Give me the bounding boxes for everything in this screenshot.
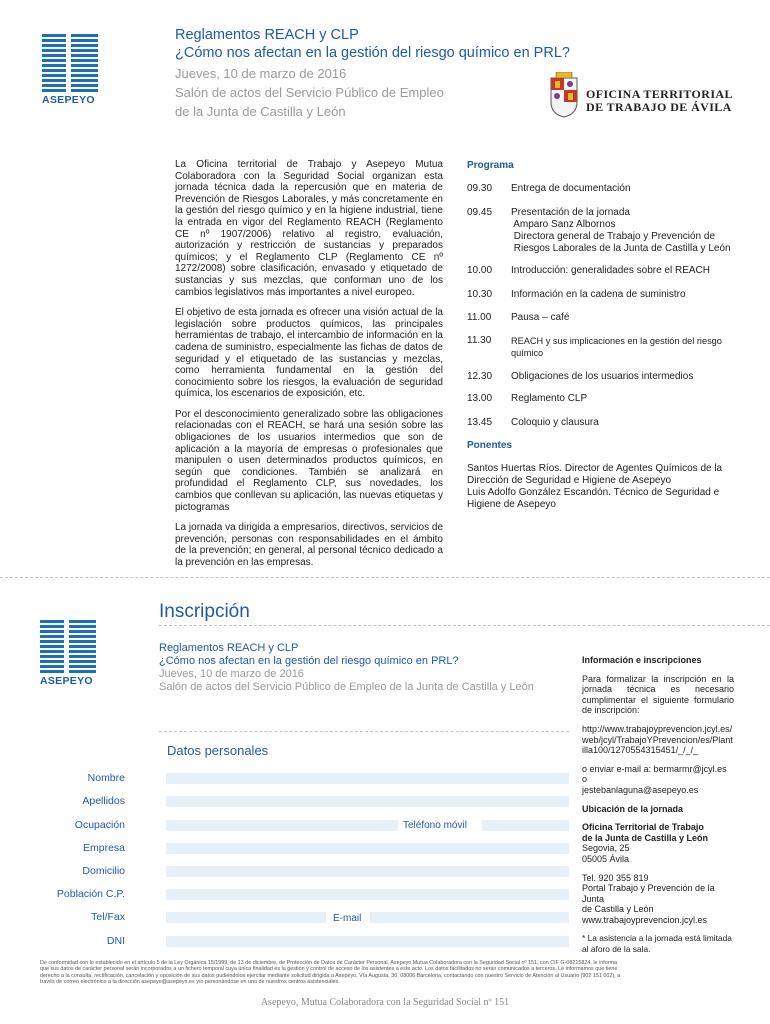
inscripcion-date: Jueves, 10 de marzo de 2016 — [159, 668, 304, 680]
programa-description — [511, 207, 767, 255]
intro-paragraph-2: El objetivo de esta jornada es ofrecer una visión actual de la legislación sobre productos químicos, las principales herramientas de trabajo, el intercambio de información en la cadena de suministro, especialmente las fichas de datos de seguridad y el etiquetado de las sustancias y mezclas, como herramienta fundamental en la gestión del conocimiento sobre los riesgos, la evaluación de seguridad química, los escenarios de exposición, etc. — [175, 307, 443, 400]
info-url[interactable] — [582, 724, 734, 756]
inscripcion-heading: Inscripción — [159, 601, 250, 622]
empresa-label: Empresa — [82, 842, 125, 854]
info-url-line2: web/jcyl/TrabajoYPrevencion/es/Plant — [582, 734, 733, 745]
aforo-note: * La asistencia a la jornada está limitada al aforo de la sala. — [582, 933, 732, 955]
ubicacion-line2: de la Junta de Castilla y León — [582, 832, 709, 843]
intro-text — [175, 159, 443, 578]
event-details — [175, 64, 495, 121]
asepeyo-logo-mark — [40, 620, 96, 673]
ponentes-text — [467, 463, 767, 511]
legal-line: que sus datos de carácter personal serán incorporados a un fichero temporal cuya única finalidad es la gestión y control de acceso de los asistentes a este acto. Los datos facilitados no serán comunicados a terceros. Le informamos que tiene — [40, 966, 618, 973]
event-title-line1: Reglamentos REACH y CLP — [175, 27, 359, 43]
programa-description — [511, 335, 767, 359]
ubicacion-line3: Segovia, 25 — [582, 843, 630, 854]
programa-description-line: Obligaciones de los usuarios intermedios — [511, 371, 694, 382]
programa-description — [511, 312, 767, 324]
info-heading: Información e inscripciones — [582, 655, 702, 665]
ubicacion-heading: Ubicación de la jornada — [582, 803, 684, 814]
datos-personales-heading: Datos personales — [167, 743, 269, 758]
programa-heading: Programa — [467, 160, 514, 171]
ocupacion-field[interactable] — [166, 820, 398, 831]
programa-time: 09.45 — [467, 207, 493, 218]
inscripcion-venue: Salón de actos del Servicio Público de Empleo de la Junta de Castilla y León — [159, 681, 534, 693]
contact-portal-line1: Portal Trabajo y Prevención de la Junta — [582, 883, 715, 904]
contact-website[interactable]: www.trabajoyprevencion.jcyl.es — [582, 914, 708, 925]
programa-description-line: REACH y sus implicaciones en la gestión del riesgo — [511, 336, 722, 346]
legal-line: derecho a la consulta, rectificación, cancelación y oposición de sus datos pudiéndolos ejercitar mediante solicitud dirigida a Asepeyo, Vía Augusta, 36, 08006 Barcelona, contactando con nuestro Servicio de Atención al Usuario (902 151 002), a — [40, 972, 621, 979]
empresa-field[interactable] — [166, 843, 569, 854]
office-name — [586, 88, 733, 114]
asepeyo-logo-text: ASEPEYO — [42, 94, 95, 106]
inscripcion-title-line1: Reglamentos REACH y CLP — [159, 642, 299, 654]
dni-field[interactable] — [166, 936, 569, 947]
office-name-line1: OFICINA TERRITORIAL — [586, 87, 733, 101]
contact-phone: Tel. 920 355 819 — [582, 872, 649, 883]
asepeyo-logo-text: ASEPEYO — [40, 675, 93, 687]
apellidos-field[interactable] — [166, 796, 569, 807]
programa-description — [511, 289, 767, 301]
apellidos-label: Apellidos — [82, 795, 125, 807]
programa-description-line: Información en la cadena de suministro — [511, 289, 686, 300]
programa-description-line: Pausa – café — [511, 312, 570, 323]
programa-description-line: Presentación de la jornada — [511, 207, 630, 218]
asepeyo-logo-mark — [42, 34, 98, 92]
dni-label: DNI — [106, 935, 125, 947]
ubicacion-address — [582, 822, 734, 864]
event-date: Jueves, 10 de marzo de 2016 — [175, 66, 347, 81]
asepeyo-logo-inscripcion — [40, 620, 96, 687]
programa-description-line: Amparo Sanz Albornos — [511, 219, 616, 230]
programa-description — [511, 371, 767, 383]
programa-description-line: Introducción: generalidades sobre el REACH — [511, 265, 710, 276]
programa-time: 11.00 — [467, 312, 492, 323]
office-name-line2: DE TRABAJO DE ÁVILA — [586, 100, 732, 114]
info-email-line1: o enviar e-mail a: bermarmr@jcyl.es o — [582, 763, 727, 785]
programa-description-line: Coloquio y clausura — [511, 417, 599, 428]
telfax-label: Tel/Fax — [91, 911, 125, 923]
ponentes-line: Higiene de Asepeyo — [467, 499, 556, 510]
programa-time: 10.00 — [467, 265, 493, 276]
castilla-leon-seal-icon — [548, 72, 580, 123]
ponentes-line: Dirección de Seguridad e Higiene de Asepeyo — [467, 475, 672, 486]
inscripcion-rule — [159, 625, 770, 626]
programa-description-line: químico — [511, 348, 544, 358]
telefono-field[interactable] — [482, 820, 569, 831]
event-title-line2: ¿Cómo nos afectan en la gestión del riesgo químico en PRL? — [175, 45, 570, 61]
programa-description — [511, 417, 767, 429]
info-url-line3: illa100/1270554315451/_/_/_ — [582, 745, 699, 756]
info-email-line2: jestebanlaguna@asepeyo.es — [582, 784, 699, 795]
programa-description — [511, 265, 767, 277]
programa-time: 11.30 — [467, 335, 492, 346]
ocupacion-label: Ocupación — [74, 819, 125, 831]
email-field[interactable] — [370, 912, 569, 923]
intro-paragraph-4: La jornada va dirigida a empresarios, directivos, servicios de prevención, personas con responsabilidades en el ámbito de la prevención; en general, al personal técnico dedicado a la prevención en las empresas. — [175, 522, 443, 568]
programa-description-line: Entrega de documentación — [511, 183, 631, 194]
domicilio-label: Domicilio — [82, 865, 125, 877]
form-top-rule — [159, 731, 569, 732]
programa-description-line: Directora general de Trabajo y Prevención de — [511, 231, 716, 242]
legal-line: través de correo electrónico a la dirección asepeyo@asepeyo.es y/o personándose en uno de nuestros centros asistenciales. — [40, 978, 340, 985]
programa-time: 12.30 — [467, 371, 493, 382]
programa-time: 13.00 — [467, 393, 493, 404]
event-title — [175, 26, 625, 62]
info-column — [582, 655, 734, 963]
info-url-line1: http://www.trabajoyprevencion.jcyl.es/ — [582, 723, 733, 734]
domicilio-field[interactable] — [166, 866, 569, 877]
event-venue-line2: de la Junta de Castilla y León — [175, 104, 346, 119]
intro-paragraph-3: Por el desconocimiento generalizado sobre las obligaciones relacionadas con el REACH, se hará una sesión sobre las obligaciones de los usuarios intermedios que son de aplicación a la mayoría de empresas o profesionales que manipulen o usen determinados productos químicos, en según que condiciones. También se analizará en profundidad el Reglamento CLP, sus novedades, los cambios que conllevan su aplicación, las nuevas etiquetas y pictogramas — [175, 408, 443, 513]
programa-description — [511, 393, 767, 405]
inscripcion-title — [159, 642, 559, 668]
programa-description-line: Reglamento CLP — [511, 393, 588, 404]
nombre-label: Nombre — [87, 772, 125, 784]
programa-time: 10.30 — [467, 289, 493, 300]
ponentes-heading: Ponentes — [467, 440, 513, 451]
info-email — [582, 764, 734, 796]
ubicacion-line4: 05005 Ávila — [582, 853, 630, 864]
footer-text: Asepeyo, Mutua Colaboradora con la Seguridad Social nº 151 — [260, 997, 510, 1008]
programa-description-line: Riesgos Laborales de la Junta de Castilla y León — [511, 243, 731, 254]
ubicacion-line1: Oficina Territorial de Trabajo — [582, 822, 704, 833]
telefono-label: Teléfono móvil — [403, 820, 467, 831]
info-paragraph: Para formalizar la inscripción en la jornada técnica es necesario cumplimentar el siguiente formulario de inscripción: — [582, 673, 734, 716]
programa-description — [511, 183, 767, 195]
intro-paragraph-1: La Oficina territorial de Trabajo y Asepeyo Mutua Colaboradora con la Seguridad Social organizan esta jornada técnica dada la repercusión que en materia de Prevención de Riesgos Laborales, y más concretamente en la gestión del riesgo químico y en la higiene industrial, tiene la entrada en vigor del Reglamento REACH (Reglamento CE nº 1907/2006) relativo al registro, evaluación, autorización y restricción de sustancias y preparados químicos; y el Reglamento CLP (Reglamento CE nº 1272/2008) sobre clasificación, envasado y etiquetado de sustancias y sus mezclas, que conforman uno de los cambios legislativos más importantes a nivel europeo. — [175, 159, 443, 298]
ponentes-line: Luis Adolfo González Escandón. Técnico de Seguridad e — [467, 487, 720, 498]
contact-portal-line2: de Castilla y León — [582, 904, 654, 915]
programa-time: 13.45 — [467, 417, 493, 428]
poblacion-label: Población C.P. — [56, 888, 125, 900]
cut-line-divider — [0, 577, 770, 578]
ponentes-line: Santos Huertas Ríos. Director de Agentes Químicos de la — [467, 463, 723, 474]
programa-time: 09.30 — [467, 183, 493, 194]
email-label: E-mail — [333, 913, 362, 924]
nombre-field[interactable] — [166, 773, 569, 784]
asepeyo-logo — [42, 34, 98, 106]
legal-notice — [40, 960, 740, 985]
poblacion-field[interactable] — [166, 889, 569, 900]
inscripcion-details — [159, 668, 579, 694]
event-venue-line1: Salón de actos del Servicio Público de Empleo — [175, 85, 444, 100]
inscripcion-title-line2: ¿Cómo nos afectan en la gestión del riesgo químico en PRL? — [159, 655, 459, 667]
telfax-field[interactable] — [166, 912, 326, 923]
contact-block — [582, 873, 734, 926]
legal-line: De conformidad con lo establecido en el artículo 5 de la Ley Orgánica 15/1999, de 13 de diciembre, de Protección de Datos de Carácter Personal, Asepeyo Mutua Colaboradora con la Seguridad Social nº 151, con CIF G-08215824, le informa — [40, 960, 618, 966]
